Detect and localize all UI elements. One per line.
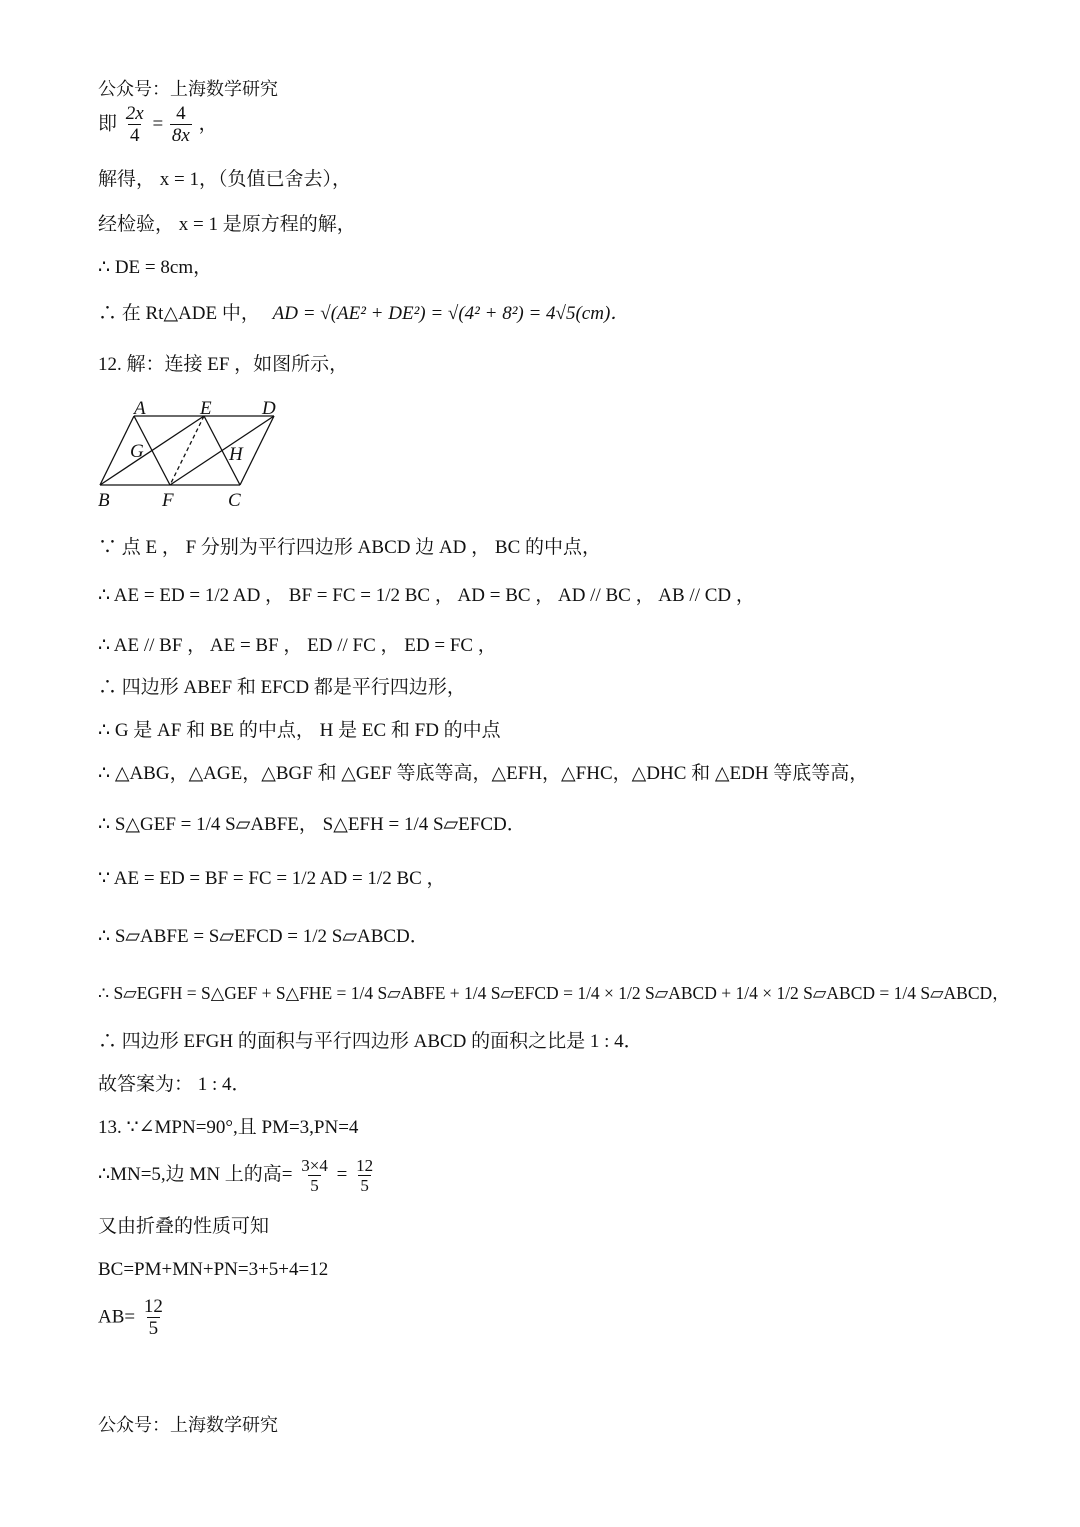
text-line-4: ∴ DE = 8cm， [98,257,213,278]
edge-AB [100,416,134,485]
text-line-12: ∴ △ABG，△AGE，△BGF 和 △GEF 等底等高，△EFH，△FHC，△DHC 和 △EDH 等底等高， [98,763,869,784]
line5-prefix: ∴ 在 Rt△ADE 中， [98,303,260,324]
segment-FD [170,416,274,485]
text-line-3: 经检验， x = 1 是原方程的解， [98,214,356,235]
ab-fraction-denominator: 5 [148,1317,159,1339]
fraction-right [170,104,192,146]
height-fraction-1-numerator: 3×4 [301,1156,328,1175]
height-fraction-2-numerator: 12 [356,1156,374,1175]
problem-13-heading: 13. ∵∠MPN=90°,且 PM=3,PN=4 [98,1117,359,1138]
height-fraction-2 [354,1157,375,1195]
segment-BE [100,416,204,485]
equation-line-1 [98,104,218,146]
edge-DC [240,416,274,485]
text-line-18: 故答案为： 1 : 4． [98,1074,251,1095]
text-line-14: ∵ AE = ED = BF = FC = 1/2 AD = 1/2 BC ， [98,868,446,889]
text-line-2: 解得， x = 1，（负值已舍去）， [98,169,351,190]
text-line-5 [98,304,629,323]
fraction-left-numerator: 2x [125,103,144,124]
problem-12-heading: 12. 解：连接 EF ，如图所示， [98,354,349,375]
fraction-left-denominator: 4 [129,124,140,146]
text-line-22: BC=PM+MN+PN=3+5+4=12 [98,1259,329,1280]
text-line-13: ∴ S△GEF = 1/4 S▱ABFE， S△EFH = 1/4 S▱EFCD． [98,814,526,835]
line1-end: ， [198,113,218,135]
ab-fraction-numerator: 12 [143,1296,163,1317]
line20-equals: = [336,1164,348,1186]
text-line-15: ∴ S▱ABFE = S▱EFCD = 1/2 S▱ABCD． [98,926,429,947]
text-line-16: ∴ S▱EGFH = S△GEF + S△FHE = 1/4 S▱ABFE + 1/4 S▱EFCD = 1/4 × 1/2 S▱ABCD + 1/4 × 1/2 S▱ABCD = 1/4 S▱ABCD， [98,983,1010,1003]
height-fraction-1-denominator: 5 [310,1175,319,1195]
height-fraction-2-denominator: 5 [360,1175,369,1195]
label-B: B [98,490,110,511]
text-line-7: ∵ 点 E ， F 分别为平行四边形 ABCD 边 AD ， BC 的中点， [98,537,602,558]
label-H: H [229,444,243,465]
label-E: E [200,398,212,419]
text-line-11: ∴ G 是 AF 和 BE 的中点， H 是 EC 和 FD 的中点 [98,720,501,741]
label-C: C [228,490,241,511]
label-D: D [262,398,276,419]
text-line-9: ∴ AE // BF ， AE = BF ， ED // FC ， ED = FC ， [98,635,497,656]
label-G: G [130,441,144,462]
header-watermark: 公众号：上海数学研究 [98,79,278,99]
equals-sign: = [152,113,164,135]
footer-watermark: 公众号：上海数学研究 [98,1415,278,1435]
parallelogram-figure [92,396,292,512]
text-line-10: ∴ 四边形 ABEF 和 EFCD 都是平行四边形， [98,677,466,698]
text-line-23 [98,1297,167,1339]
fraction-right-numerator: 4 [176,103,186,124]
label-F: F [162,490,174,511]
height-fraction-1 [299,1157,330,1195]
ab-fraction [142,1297,165,1339]
segment-EF-dashed [170,416,204,485]
line5-expression: AD = √(AE² + DE²) = √(4² + 8²) = 4√5(cm)． [272,303,630,324]
line1-prefix: 即 [98,113,118,135]
text-line-21: 又由折叠的性质可知 [98,1216,270,1237]
text-line-8: ∴ AE = ED = 1/2 AD ， BF = FC = 1/2 BC ， AD = BC ， AD // BC ， AB // CD ， [98,585,755,606]
line20-prefix: ∴MN=5,边 MN 上的高= [98,1164,293,1186]
text-line-17: ∴ 四边形 EFGH 的面积与平行四边形 ABCD 的面积之比是 1 : 4． [98,1031,643,1052]
fraction-left [124,104,146,146]
label-A: A [134,398,146,419]
text-line-20 [98,1157,377,1195]
fraction-right-denominator: 8x [171,124,190,146]
line23-prefix: AB= [98,1306,136,1328]
